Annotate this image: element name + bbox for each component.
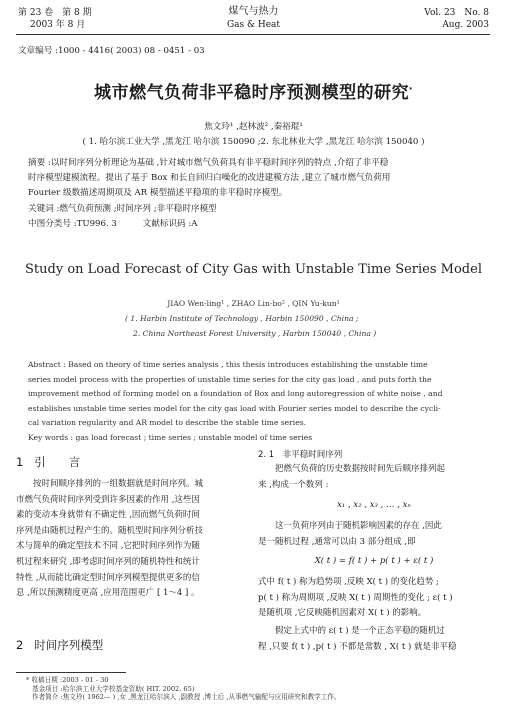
abstract-cn-line: 摘要 :以时间序列分析理论为基础 ,针对城市燃气负荷具有非平稳时间序列的特点 ,介绍了非平稳 [28,158,389,168]
affiliation-en-2: 2. China Northeast Forest University , Harbin 150040 , China ) [133,329,377,338]
paragraph-line: 这一负荷序列由于随机影响因素的存在 ,因此 [275,521,442,531]
paragraph-line: 程 ,只要 f( t ) ,p( t ) 不都是常数 , X( t ) 就是非平稳 [258,641,457,652]
abstract-cn-line: Fourier 级数描述周期项及 AR 模型描述平稳项的非平稳时序模型。 [28,188,288,198]
paragraph-line: 式中 f( t ) 称为趋势项 ,反映 X( t ) 的变化趋势 ; [258,577,439,587]
right-paragraph-3 [258,575,490,622]
paragraph-line: 是一随机过程 ,通常可以由 3 部分组成 ,即 [258,536,416,547]
date-cn: 2003 年 8 月 [30,20,86,30]
abstract-en-line: improvement method of forming model on a foundation of Box and long autoregression of white noise , and [28,389,443,398]
paragraph-line: 术与简单的确定型技术不同 ,它把时间序列作为随 [16,541,200,552]
affiliation-en-1: ( 1. Harbin Institute of Technology , Harbin 150090 , China ; [125,314,359,323]
authors-cn: 焦文玲¹ ,赵林波² ,秦裕琨¹ [204,122,303,132]
section-number: 1 [16,455,24,469]
volume-issue-cn: 第 23 卷 第 8 期 [18,8,92,18]
journal-name-cn: 煤气与热力 [228,6,279,17]
paragraph-line: 把燃气负荷的历史数据按时间先后顺序排列起 [275,464,446,474]
keywords-en: Key words : gas load forecast ; time series ; unstable model of time series [28,433,313,442]
abstract-en [28,358,490,431]
keywords-cn: 关键词 :燃气负荷预测 ;时间序列 ;非平稳时序模型 [28,204,217,214]
footnote-rule [16,672,126,673]
section-title: 引 言 [34,455,81,469]
section-2-heading [16,637,246,653]
title-footnote-mark: * [409,86,413,94]
sequence-formula: x₁ , x₂ , x₃ , … , xₙ [337,500,411,510]
paragraph-line: 来 ,构成一个数列 : [258,479,329,490]
paragraph-line: 特性 ,从而能比确定型时间序列模型提供更多的信 [16,572,200,583]
equation-decomposition: X( t ) = f( t ) + p( t ) + ε( t ) [314,556,434,566]
paragraph-line: 假定上式中的 ε( t ) 是一个正态平稳的随机过 [275,626,445,636]
right-paragraph-2 [258,519,490,550]
section-1-heading [16,454,246,470]
date-en: Aug. 2003 [442,20,489,30]
abstract-en-line: cal variation regularity and AR model to describe the stable time series. [28,418,307,427]
section-title: 时间序列模型 [34,638,104,652]
paragraph-line: 按时间顺序排列的一组数据就是时间序列。城 [33,479,204,489]
volume-issue-en: Vol. 23 No. 8 [424,8,489,18]
abstract-en-line: establishes unstable time series model for the city gas load with Fourier series model to describe the cycli- [28,403,441,413]
paragraph-line: 序列是由随机过程产生的。随机型时间序列分析技 [16,525,204,536]
abstract-en-line: series model process with the properties of unstable time series for the city gas load , and puts forth the [28,374,432,384]
paragraph-line: 市燃气负荷时间序列受到许多因素的作用 ,这些因 [16,494,200,505]
abstract-cn [28,156,488,201]
article-id: 文章编号 :1000 - 4416( 2003) 08 - 0451 - 03 [18,46,205,56]
right-paragraph-1 [258,462,490,493]
paragraph-line: 是随机项 ,它反映随机因素对 X( t ) 的影响。 [258,608,427,619]
affiliations-cn: ( 1. 哈尔滨工业大学 ,黑龙江 哈尔滨 150090 ;2. 东北林业大学 ,黑龙江 哈尔滨 150040 ) [82,137,425,147]
title-cn: 城市燃气负荷非平稳时序预测模型的研究* [94,83,413,103]
header-rule [16,34,490,35]
classification-cn: 中图分类号 :TU996. 3 文献标识码 :A [28,219,198,229]
footnote [26,676,496,702]
section-number: 2 [16,638,24,652]
paragraph-line: p( t ) 称为周期项 ,反映 X( t ) 周期性的变化 ; ε( t ) [258,592,453,603]
abstract-cn-line: 时序模型建模流程。提出了基于 Box 和长自回归白噪化的改进建模方法 ,建立了城市燃气负荷用 [28,173,391,183]
journal-name-en: Gas & Heat [226,20,281,30]
title-en: Study on Load Forecast of City Gas with Unstable Time Series Model [25,262,482,277]
footnote-line: 基金项目 :哈尔滨工业大学校基金资助( HIT. 2002. 65) [32,684,195,693]
footnote-line: * 收稿日期 :2003 - 01 - 30 [26,676,109,684]
right-paragraph-4 [258,624,490,655]
section-1-body [16,477,246,602]
footnote-line: 作者简介 :焦文玲( 1962— ) ,女 ,黑龙江哈尔滨人 ,副教授 ,博士后 ,从事燃气输配与应用研究和教学工作。 [32,693,341,702]
subsection-2-1-heading: 2. 1 非平稳时间序列 [258,450,343,460]
abstract-en-line: Abstract : Based on theory of time series analysis , this thesis introduces establishing the unstable time [28,360,428,369]
paragraph-line: 息 ,所以预测精度更高 ,应用范围更广 [ 1～4 ] 。 [16,588,200,599]
paragraph-line: 机过程来研究 ,即考虑时间序列的随机特性和统计 [16,556,200,567]
authors-en: JIAO Wen-ling¹ , ZHAO Lin-bo² , QIN Yu-kun¹ [167,299,340,308]
paragraph-line: 素的变动本身就带有不确定性 ,因而燃气负荷时间 [16,510,200,521]
